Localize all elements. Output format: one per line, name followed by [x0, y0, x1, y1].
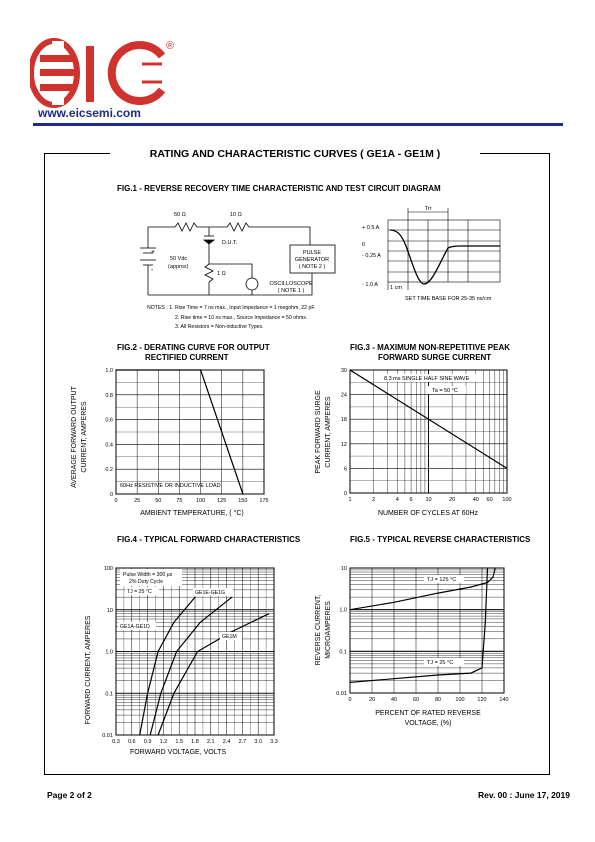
wave-label-n025: - 0.25 A [362, 253, 381, 259]
fig4-point [268, 613, 269, 614]
fig4-xlabel: FORWARD VOLTAGE, VOLTS [129, 749, 227, 756]
r2-label: 10 Ω [230, 212, 242, 218]
fig4-point [197, 651, 198, 652]
fig4-point [176, 651, 177, 652]
timebase-label: SET TIME BASE FOR 25-35 ns/cm [405, 296, 492, 302]
fig4-series-2 [158, 614, 269, 735]
source-label-2: (approx) [168, 264, 189, 270]
fig4-xtick-label: 3.0 [254, 739, 263, 745]
fig4-label-m: GE1M [222, 634, 237, 640]
fig4-note-3: TJ = 25 °C [127, 589, 152, 595]
fig3-xtick-label: 1 [348, 497, 352, 503]
fig5-xtick-label: 120 [477, 697, 487, 703]
fig4-point [158, 734, 159, 735]
footer-rev: Rev. 00 : June 17, 2019 [478, 790, 570, 800]
fig4-xtick-label: 3.3 [270, 739, 278, 745]
wave-label-0: 0 [362, 242, 366, 248]
recovery-curve [390, 230, 500, 284]
fig2-xtick-label: 50 [155, 498, 162, 504]
dut-diode [204, 240, 214, 244]
fig2-ytick-label: 0 [109, 492, 113, 498]
fig5-point [349, 682, 350, 683]
fig2-ytick-label: 0.8 [105, 392, 113, 399]
fig3-ytick-label: 12 [340, 441, 347, 448]
registered-mark: ® [166, 40, 175, 52]
fig2-xtick-label: 175 [259, 498, 269, 504]
fig4-note-2: 2% Duty Cycle [129, 579, 164, 585]
fig5-label-hot: TJ = 125 °C [427, 577, 457, 583]
fig2-xlabel: AMBIENT TEMPERATURE, ( °C) [140, 510, 244, 517]
fig4-ytick-label: 0.1 [105, 691, 113, 698]
fig1-note-3: 3. All Resistors = Non-inductive Types. [175, 324, 264, 330]
fig5-point [437, 592, 438, 593]
fig3-point [506, 468, 507, 469]
fig2-ytick-label: 0.2 [105, 467, 113, 474]
fig5-ytick-label: 0.01 [336, 691, 347, 697]
fig4-point [194, 597, 195, 598]
fig3-note-2: Ta = 50 °C [432, 388, 458, 394]
fig1-title: FIG.1 - REVERSE RECOVERY TIME CHARACTERISTIC AND TEST CIRCUIT DIAGRAM [117, 184, 441, 193]
osc-label-2: ( NOTE 1 ) [277, 288, 305, 294]
fig4-xtick-label: 2.4 [222, 739, 231, 745]
oscilloscope-symbol [246, 278, 258, 290]
fig3-ylabel-1: PEAK FORWARD SURGE [315, 390, 322, 474]
fig3-xtick-label: 6 [409, 497, 413, 503]
fig5-point [393, 602, 394, 603]
gen-label-2: GENERATOR [294, 257, 330, 263]
fig3-ylabel-2: CURRENT, AMPERES [325, 396, 332, 468]
fig2-title-1: FIG.2 - DERATING CURVE FOR OUTPUT [117, 343, 270, 352]
fig4-point [173, 622, 174, 623]
fig4-series-1 [150, 597, 232, 735]
fig2-xtick-label: 75 [176, 498, 183, 504]
fig5-ytick-label: 1.0 [339, 607, 347, 614]
fig5-point [437, 674, 438, 675]
fig3-title-2: FORWARD SURGE CURRENT [378, 353, 492, 362]
fig3-xtick-label: 20 [449, 497, 456, 503]
minus-sign: - [151, 267, 154, 274]
fig4-xtick-label: 0.3 [112, 739, 120, 745]
fig5-xtick-label: 140 [499, 697, 509, 703]
fig4-point [139, 734, 140, 735]
fig4-xtick-label: 2.1 [206, 739, 215, 745]
fig4-xtick-label: 1.8 [191, 739, 199, 745]
fig5-point [495, 567, 496, 568]
fig1-note-1: NOTES : 1. Rise Time = 7 ns max., Input Impedance = 1 megohm, 22 pF. [147, 305, 316, 311]
fig5-plot [336, 566, 508, 703]
r1-label: 50 Ω [174, 212, 186, 218]
fig4-point [147, 693, 148, 694]
fig5-title: FIG.5 - TYPICAL REVERSE CHARACTERISTICS [350, 535, 531, 544]
fig1-note-2: 2. Rise time = 10 ns max., Source Impedance = 50 ohms. [175, 315, 308, 321]
fig4-xtick-label: 2.7 [238, 739, 247, 745]
fig5-point [481, 667, 482, 668]
fig5-series-1 [350, 568, 488, 682]
fig3-xtick-label: 40 [472, 497, 479, 503]
fig2-ytick-label: 0.4 [105, 442, 113, 449]
fig4-xtick-label: 0.9 [143, 739, 152, 745]
fig3-xlabel: NUMBER OF CYCLES AT 60Hz [377, 510, 479, 517]
fig3-title-1: FIG.3 - MAXIMUM NON-REPETITIVE PEAK [350, 343, 511, 352]
fig3-xtick-label: 100 [502, 497, 512, 503]
fig3-ytick-label: 18 [340, 417, 347, 424]
fig3-xtick-label: 2 [372, 497, 376, 503]
wave-label-p05: + 0.5 A [362, 225, 380, 231]
fig4-title: FIG.4 - TYPICAL FORWARD CHARACTERISTICS [117, 535, 301, 544]
fig4-ytick-label: 1.0 [105, 649, 113, 656]
fig4-chart [80, 560, 290, 760]
fig4-point [160, 693, 161, 694]
fig5-point [349, 609, 350, 610]
fig2-xtick-label: 0 [114, 498, 118, 504]
source-label: 50 Vdc [170, 256, 188, 262]
fig5-xtick-label: 0 [348, 697, 352, 703]
fig4-ytick-label: 10 [106, 607, 113, 614]
trr-label: Trr [424, 206, 432, 212]
fig3-ytick-label: 30 [340, 368, 347, 374]
fig3-point [349, 369, 350, 370]
fig4-point [200, 622, 201, 623]
fig1-waveform [360, 200, 510, 306]
footer-page: Page 2 of 2 [47, 790, 92, 800]
fig5-xtick-label: 100 [455, 697, 465, 703]
fig5-ylabel-2: MICROAMPERES [325, 601, 332, 659]
fig5-point [470, 586, 471, 587]
fig2-xtick-label: 125 [217, 498, 227, 504]
osc-label-1: OSCILLOSCOPE [269, 281, 313, 287]
fig3-chart [310, 362, 525, 522]
fig5-point [470, 673, 471, 674]
fig5-xtick-label: 60 [412, 697, 420, 703]
fig2-xtick-label: 150 [238, 498, 248, 504]
fig5-point [492, 577, 493, 578]
r3-label: 1 Ω [217, 271, 226, 277]
fig2-point [242, 493, 243, 494]
fig3-xtick-label: 60 [486, 497, 493, 503]
fig5-point [485, 622, 486, 623]
gen-label-3: ( NOTE 2 ) [298, 264, 326, 270]
fig3-ytick-label: 6 [343, 466, 347, 473]
fig4-point [158, 651, 159, 652]
fig5-xlabel-2: VOLTAGE, (%) [404, 720, 452, 727]
fig5-label-cold: TJ = 25 °C [427, 660, 454, 666]
fig5-frame [350, 568, 504, 693]
fig5-xtick-label: 20 [368, 697, 376, 703]
fig4-point [173, 693, 174, 694]
fig4-xtick-label: 0.6 [127, 739, 136, 745]
fig4-xtick-label: 1.5 [175, 739, 184, 745]
fig3-plot [341, 368, 512, 503]
fig5-ytick-label: 0.1 [339, 649, 347, 656]
fig3-ytick-label: 0 [343, 491, 347, 497]
fig5-ylabel-1: REVERSE CURRENT, [315, 594, 322, 666]
fig5-ytick-label: 10 [340, 566, 347, 572]
fig4-label-a: GE1A-GE1D [120, 624, 150, 630]
fig2-xtick-label: 100 [195, 498, 206, 504]
fig5-xlabel-1: PERCENT OF RATED REVERSE [375, 710, 481, 717]
fig2-ylabel-1: AVERAGE FORWARD OUTPUT [71, 386, 78, 488]
gen-label-1: PULSE [302, 250, 322, 256]
fig4-label-e: GE1E-GE1G [195, 590, 225, 596]
dut-label: D.U.T. [222, 240, 238, 246]
fig5-xtick-label: 40 [390, 697, 398, 703]
fig3-xtick-label: 4 [395, 497, 399, 503]
fig4-note-1: Pulse Width = 300 μs [123, 572, 173, 578]
page-title: RATING AND CHARACTERISTIC CURVES ( GE1A - GE1M ) [110, 145, 480, 160]
fig4-series-0 [140, 597, 195, 735]
fig4-point [150, 734, 151, 735]
fig5-chart [310, 560, 520, 730]
fig5-xtick-label: 80 [434, 697, 442, 703]
fig5-point [393, 678, 394, 679]
resistor-1 [205, 264, 213, 282]
eic-logo [30, 38, 170, 108]
fig5-point [487, 567, 488, 568]
plus-sign: + [151, 249, 156, 256]
fig3-note-1: 8.3 ms SINGLE HALF SINE WAVE [384, 376, 470, 382]
cm-label: 1 cm [390, 285, 402, 291]
fig2-note: 60Hz RESISTIVE OR INDUCTIVE LOAD [120, 483, 221, 489]
fig2-xtick-label: 25 [134, 498, 141, 504]
resistor-50 [175, 223, 197, 231]
fig3-ytick-label: 24 [340, 392, 347, 399]
website-url[interactable]: www.eicsemi.com [38, 106, 141, 120]
fig2-ytick-label: 1.0 [105, 368, 113, 374]
fig2-ytick-label: 0.6 [105, 417, 113, 424]
fig2-point [115, 369, 116, 370]
fig4-xtick-label: 1.2 [159, 739, 168, 745]
fig2-point [200, 369, 201, 370]
fig1-circuit [130, 200, 360, 310]
fig2-ylabel-2: CURRENT, AMPERES [81, 401, 88, 473]
fig2-title-2: RECTIFIED CURRENT [145, 353, 229, 362]
fig4-point [231, 597, 232, 598]
fig4-ylabel: FORWARD CURRENT, AMPERES [85, 615, 92, 725]
fig4-ytick-label: 0.01 [102, 733, 113, 739]
resistor-10 [227, 223, 249, 231]
header-rule [33, 123, 563, 126]
fig3-xtick-label: 10 [425, 497, 432, 503]
fig2-chart [66, 362, 286, 522]
wave-label-n1: - 1.0 A [362, 282, 378, 288]
fig4-ytick-label: 100 [103, 566, 113, 572]
